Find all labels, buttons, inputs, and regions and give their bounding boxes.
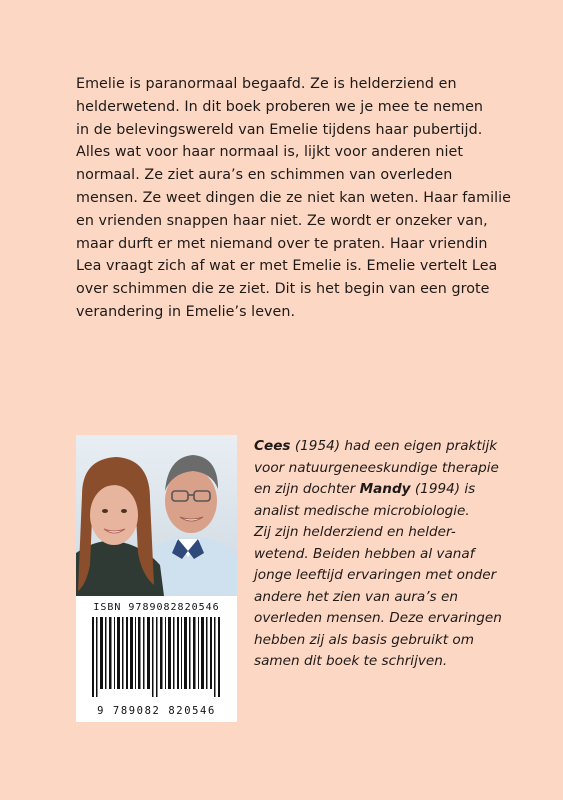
- blurb-line: normaal. Ze ziet aura’s en schimmen van overleden: [76, 167, 453, 184]
- blurb-line: Alles wat voor haar normaal is, lijkt voor anderen niet: [76, 144, 463, 161]
- isbn-digits: 9 789082 820546: [97, 705, 216, 717]
- bio-line: jonge leeftijd ervaringen met onder: [254, 567, 497, 583]
- blurb-line: Emelie is paranormaal begaafd. Ze is helderziend en: [76, 76, 457, 92]
- blurb-line: helderwetend. In dit boek proberen we je mee te nemen: [76, 98, 484, 115]
- bio-line: wetend. Beiden hebben al vanaf: [254, 545, 475, 562]
- bio-line: overleden mensen. Deze ervaringen: [254, 610, 502, 626]
- blurb-line: Lea vraagt zich af wat er met Emelie is. Emelie vertelt Lea: [76, 258, 498, 275]
- blurb-line: in de belevingswereld van Emelie tijdens haar pubertijd.: [76, 121, 483, 138]
- blurb-line: mensen. Ze weet dingen die ze niet kan weten. Haar familie: [76, 189, 512, 206]
- bio-line: voor natuurgeneeskundige therapie: [254, 459, 499, 476]
- bio-line: hebben zij als basis gebruikt om: [254, 631, 474, 648]
- author-photo: [76, 435, 237, 596]
- author-photo-illustration: [76, 435, 237, 596]
- bio-line: [254, 436, 514, 458]
- barcode-bars: [86, 617, 227, 697]
- blurb-line: en vrienden snappen haar niet. Ze wordt er onzeker van,: [76, 212, 488, 229]
- bio-text: (1954) had een eigen praktijk: [290, 438, 498, 454]
- blurb-line: maar durft er met niemand over te praten. Haar vriendin: [76, 235, 488, 252]
- author-bio: [254, 436, 514, 673]
- bio-line: samen dit boek te schrijven.: [254, 653, 448, 669]
- bio-line: andere het zien van aura’s en: [254, 588, 458, 605]
- bio-line: [254, 479, 514, 501]
- blurb-line: verandering in Emelie’s leven.: [76, 303, 296, 320]
- blurb-text: [76, 73, 512, 324]
- isbn-barcode: [76, 596, 237, 722]
- author-name-cees: Cees: [254, 438, 291, 454]
- bio-line: analist medische microbiologie.: [254, 502, 470, 519]
- bio-text: (1994) is: [410, 481, 476, 497]
- author-name-mandy: Mandy: [359, 481, 411, 497]
- blurb-line: over schimmen die ze ziet. Dit is het begin van een grote: [76, 281, 490, 298]
- isbn-label: ISBN 9789082820546: [93, 602, 220, 613]
- bio-text: en zijn dochter: [254, 481, 360, 497]
- bio-line: Zij zijn helderziend en helder-: [254, 524, 456, 540]
